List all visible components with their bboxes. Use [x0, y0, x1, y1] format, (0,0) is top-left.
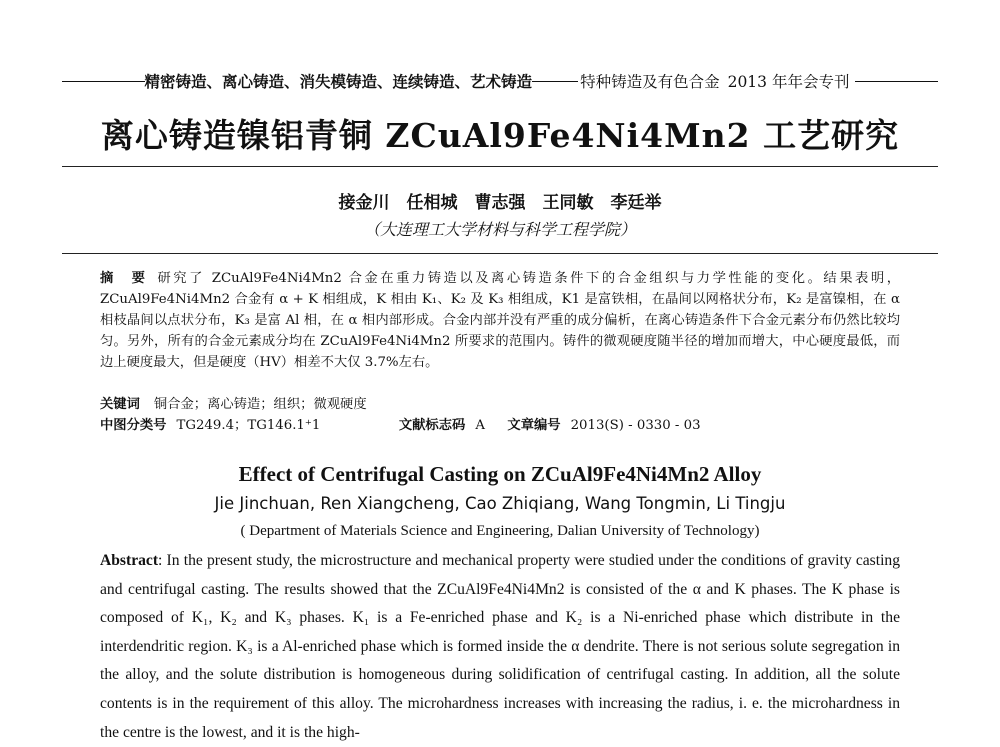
- doc-code-value: A: [475, 418, 485, 433]
- keywords-cn: [100, 394, 900, 415]
- authors-en: Jie Jinchuan, Ren Xiangcheng, Cao Zhiqiang, Wang Tongmin, Li Tingju: [214, 494, 786, 513]
- clc-label: 中图分类号: [100, 418, 167, 433]
- paper-title-en: Effect of Centrifugal Casting on ZCuAl9Fe4Ni4Mn2 Alloy: [238, 462, 762, 486]
- header-rule-middle: [532, 81, 578, 82]
- abstract-cn-label: 摘 要: [100, 271, 148, 286]
- title-cn-alloy: ZCuAl9Fe4Ni4Mn2: [385, 116, 751, 155]
- affiliation-cn: （大连理工大学材料与科学工程学院）: [363, 220, 636, 239]
- abstract-cn-text: 研究了 ZCuAl9Fe4Ni4Mn2 合金在重力铸造以及离心铸造条件下的合金组织与力学性能的变化。结果表明，ZCuAl9Fe4Ni4Mn2 合金有 α + K 相组成，K 相由 K₁、K₂ 及 K₃ 相组成，K1 是富铁相，在晶间以网格状分布，K₂ 是富镍相，在 α 相枝晶间以点状分布，K₃ 是富 Al 相，在 α 相内部形成。合金内部并没有严重的成分偏析，在离心铸造条件下合金元素分布仍然比较均匀。另外，所有的合金元素成分均在 ZCuAl9Fe4Ni4Mn2 所要求的范围内。铸件的微观硬度随半径的增加而增大，中心硬度最低，而边上硬度最大，但是硬度（HV）相差不大仅 3.7%左右。: [100, 271, 900, 370]
- title-cn-post: 工艺研究: [763, 116, 900, 155]
- keywords-cn-label: 关键词: [100, 397, 140, 412]
- article-number-value: 2013(S) - 0330 - 03: [570, 418, 701, 433]
- abstract-cn: [100, 268, 900, 373]
- header-journal-name: 特种铸造及有色合金: [580, 73, 720, 91]
- abstract-en-label: Abstract: [100, 552, 159, 569]
- title-cn-pre: 离心铸造镍铝青铜: [100, 116, 373, 155]
- classification-cn: [100, 415, 900, 436]
- clc-value: TG249.4；TG146.1⁺1: [176, 418, 321, 433]
- abstract-en-text: : In the present study, the microstructure and mechanical property were studied under the conditions of gravity casting and centrifugal casting. The results showed that the ZCuAl9Fe4Ni4Mn2 is consisted of the α and K phases. The K phase is composed of K₁, K₂ and K₃ phases. K₁ is a Fe-enriched phase and K₂ is a Ni-enriched phase which distribute in the interdendritic region. K₃ is a Al-enriched phase which is formed inside the α dendrite. There is not serious solute segregation in the alloy, and the solute distribution is homogeneous during solidification of centrifugal casting. In addition, all the solute contents is in the requirement of this alloy. The microhardness increases with increasing the radius, i. e. the microhardness in the centre is the lowest, and it is the high-: [100, 552, 900, 741]
- abstract-en: [100, 547, 900, 747]
- keywords-cn-text: 铜合金；离心铸造；组织；微观硬度: [153, 397, 367, 412]
- header-rule-right: [855, 81, 938, 82]
- header-rule-left: [62, 81, 145, 82]
- divider-top: [62, 166, 938, 167]
- doc-code-label: 文献标志码: [398, 418, 466, 433]
- journal-header-banner: [62, 70, 938, 92]
- paper-title-cn: [0, 110, 1000, 157]
- divider-bottom: [62, 253, 938, 254]
- header-techniques: 精密铸造、离心铸造、消失模铸造、连续铸造、艺术铸造: [144, 73, 533, 91]
- header-issue: 2013 年年会专刊: [727, 73, 850, 91]
- affiliation-en: ( Department of Materials Science and Engineering, Dalian University of Technology): [240, 523, 760, 539]
- article-number-label: 文章编号: [507, 418, 561, 433]
- authors-cn: 接金川 任相城 曹志强 王同敏 李廷举: [338, 193, 662, 213]
